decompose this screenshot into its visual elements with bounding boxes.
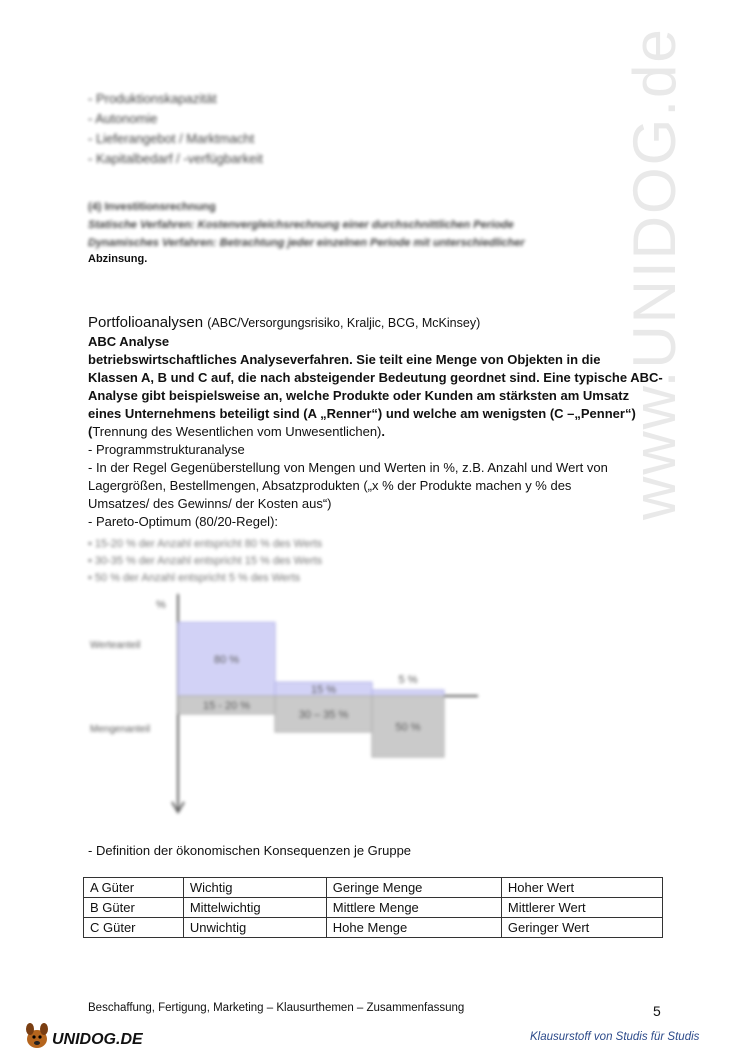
bullet: - Pareto-Optimum (80/20-Regel): bbox=[88, 514, 279, 529]
list-item: • 30-35 % der Anzahl entspricht 15 % des Werts bbox=[88, 555, 323, 567]
abc-chart bbox=[80, 588, 500, 828]
text-line: Abzinsung. bbox=[88, 253, 148, 265]
section-heading bbox=[88, 313, 668, 333]
table-cell: Unwichtig bbox=[183, 918, 326, 938]
table-cell: Hohe Menge bbox=[326, 918, 501, 938]
bullet: - Programmstrukturanalyse bbox=[88, 442, 245, 457]
para-end bbox=[88, 423, 668, 441]
dog-icon bbox=[26, 1023, 48, 1048]
list-item: - Produktionskapazität bbox=[88, 91, 217, 106]
chart-svg bbox=[80, 588, 500, 828]
table-cell: Geringe Menge bbox=[326, 878, 501, 898]
paren-open: ( bbox=[88, 424, 93, 439]
table-cell: Mittelwichtig bbox=[183, 898, 326, 918]
abc-heading: ABC Analyse bbox=[88, 334, 170, 349]
unidog-logo bbox=[22, 1018, 162, 1052]
para-line: betriebswirtschaftliches Analyseverfahren. Sie teilt eine Menge von Objekten in die bbox=[88, 352, 601, 367]
table-row bbox=[84, 898, 663, 918]
table-cell: Geringer Wert bbox=[501, 918, 662, 938]
list-item: - Kapitalbedarf / -verfügbarkeit bbox=[88, 151, 263, 166]
bullet: Lagergrößen, Bestellmengen, Absatzprodukten („x % der Produkte machen y % des bbox=[88, 478, 572, 493]
bullet: - In der Regel Gegenüberstellung von Mengen und Werten in %, z.B. Anzahl und Wert von bbox=[88, 460, 608, 475]
text-line: Statische Verfahren: Kostenvergleichsrechnung einer durchschnittlichen Periode bbox=[88, 219, 514, 231]
quantity-label-c: 50 % bbox=[395, 721, 421, 734]
period: . bbox=[381, 424, 386, 439]
quantity-label-a: 15 - 20 % bbox=[202, 700, 251, 712]
definition-text: - Definition der ökonomischen Konsequenzen je Gruppe bbox=[88, 843, 412, 858]
value-bar-c bbox=[372, 690, 444, 696]
para-line: eines Unternehmens beteiligt sind (A „Renner“) und welche am wenigsten (C –„Penner“) bbox=[88, 406, 636, 421]
slogan: Klausurstoff von Studis für Studis bbox=[530, 1031, 700, 1043]
axis-symbol: % bbox=[156, 599, 166, 611]
table-cell: Hoher Wert bbox=[501, 878, 662, 898]
table-cell: Wichtig bbox=[183, 878, 326, 898]
para-line: Analyse gibt beispielsweise an, welche Produkte oder Kunden am stärksten am Umsatz bbox=[88, 388, 630, 403]
list-item: • 50 % der Anzahl entspricht 5 % des Werts bbox=[88, 572, 301, 584]
page-number: 5 bbox=[653, 1003, 661, 1019]
bars-group bbox=[172, 622, 444, 812]
table-cell: Mittlere Menge bbox=[326, 898, 501, 918]
table-cell: Mittlerer Wert bbox=[501, 898, 662, 918]
list-item: - Autonomie bbox=[88, 111, 158, 126]
portfolio-section bbox=[88, 313, 668, 531]
list-item: • 15-20 % der Anzahl entspricht 80 % des Werts bbox=[88, 538, 323, 550]
investment-section bbox=[88, 200, 648, 266]
table-cell: A Güter bbox=[84, 878, 184, 898]
bullet: Umsatzes/ des Gewinns/ der Kosten aus“) bbox=[88, 496, 332, 511]
heading-subtitle: (ABC/Versorgungsrisiko, Kraljic, BCG, McKinsey) bbox=[207, 316, 481, 330]
watermark: www.UNIDOG.de bbox=[621, 27, 688, 520]
footer-text: Beschaffung, Fertigung, Marketing – Klausurthemen – Zusammenfassung bbox=[88, 1002, 465, 1014]
quantity-label-b: 30 – 35 % bbox=[298, 709, 349, 721]
goods-table bbox=[83, 877, 663, 938]
table-cell: C Güter bbox=[84, 918, 184, 938]
heading-title: Portfolioanalysen bbox=[88, 314, 204, 331]
logo-text: UNIDOG.DE bbox=[52, 1031, 143, 1048]
para-end-text: Trennung des Wesentlichen vom Unwesentlichen) bbox=[92, 424, 382, 439]
table-cell: B Güter bbox=[84, 898, 184, 918]
value-label-b: 15 % bbox=[310, 684, 337, 697]
pareto-list bbox=[88, 537, 322, 588]
section-title: (4) Investitionsrechnung bbox=[88, 201, 216, 213]
text-line: Dynamisches Verfahren: Betrachtung jeder einzelnen Periode mit unterschiedlicher bbox=[88, 237, 525, 249]
upper-label: Werteanteil bbox=[90, 640, 141, 651]
value-label-a: 80 % bbox=[213, 654, 240, 667]
table-row bbox=[84, 918, 663, 938]
para-line: Klassen A, B und C auf, die nach absteigender Bedeutung geordnet sind. Eine typische ABC- bbox=[88, 370, 663, 385]
list-item: - Lieferangebot / Marktmacht bbox=[88, 131, 255, 146]
value-label-c: 5 % bbox=[398, 674, 418, 686]
table-row bbox=[84, 878, 663, 898]
lower-label: Mengenanteil bbox=[90, 724, 151, 735]
blurred-list bbox=[88, 90, 263, 170]
